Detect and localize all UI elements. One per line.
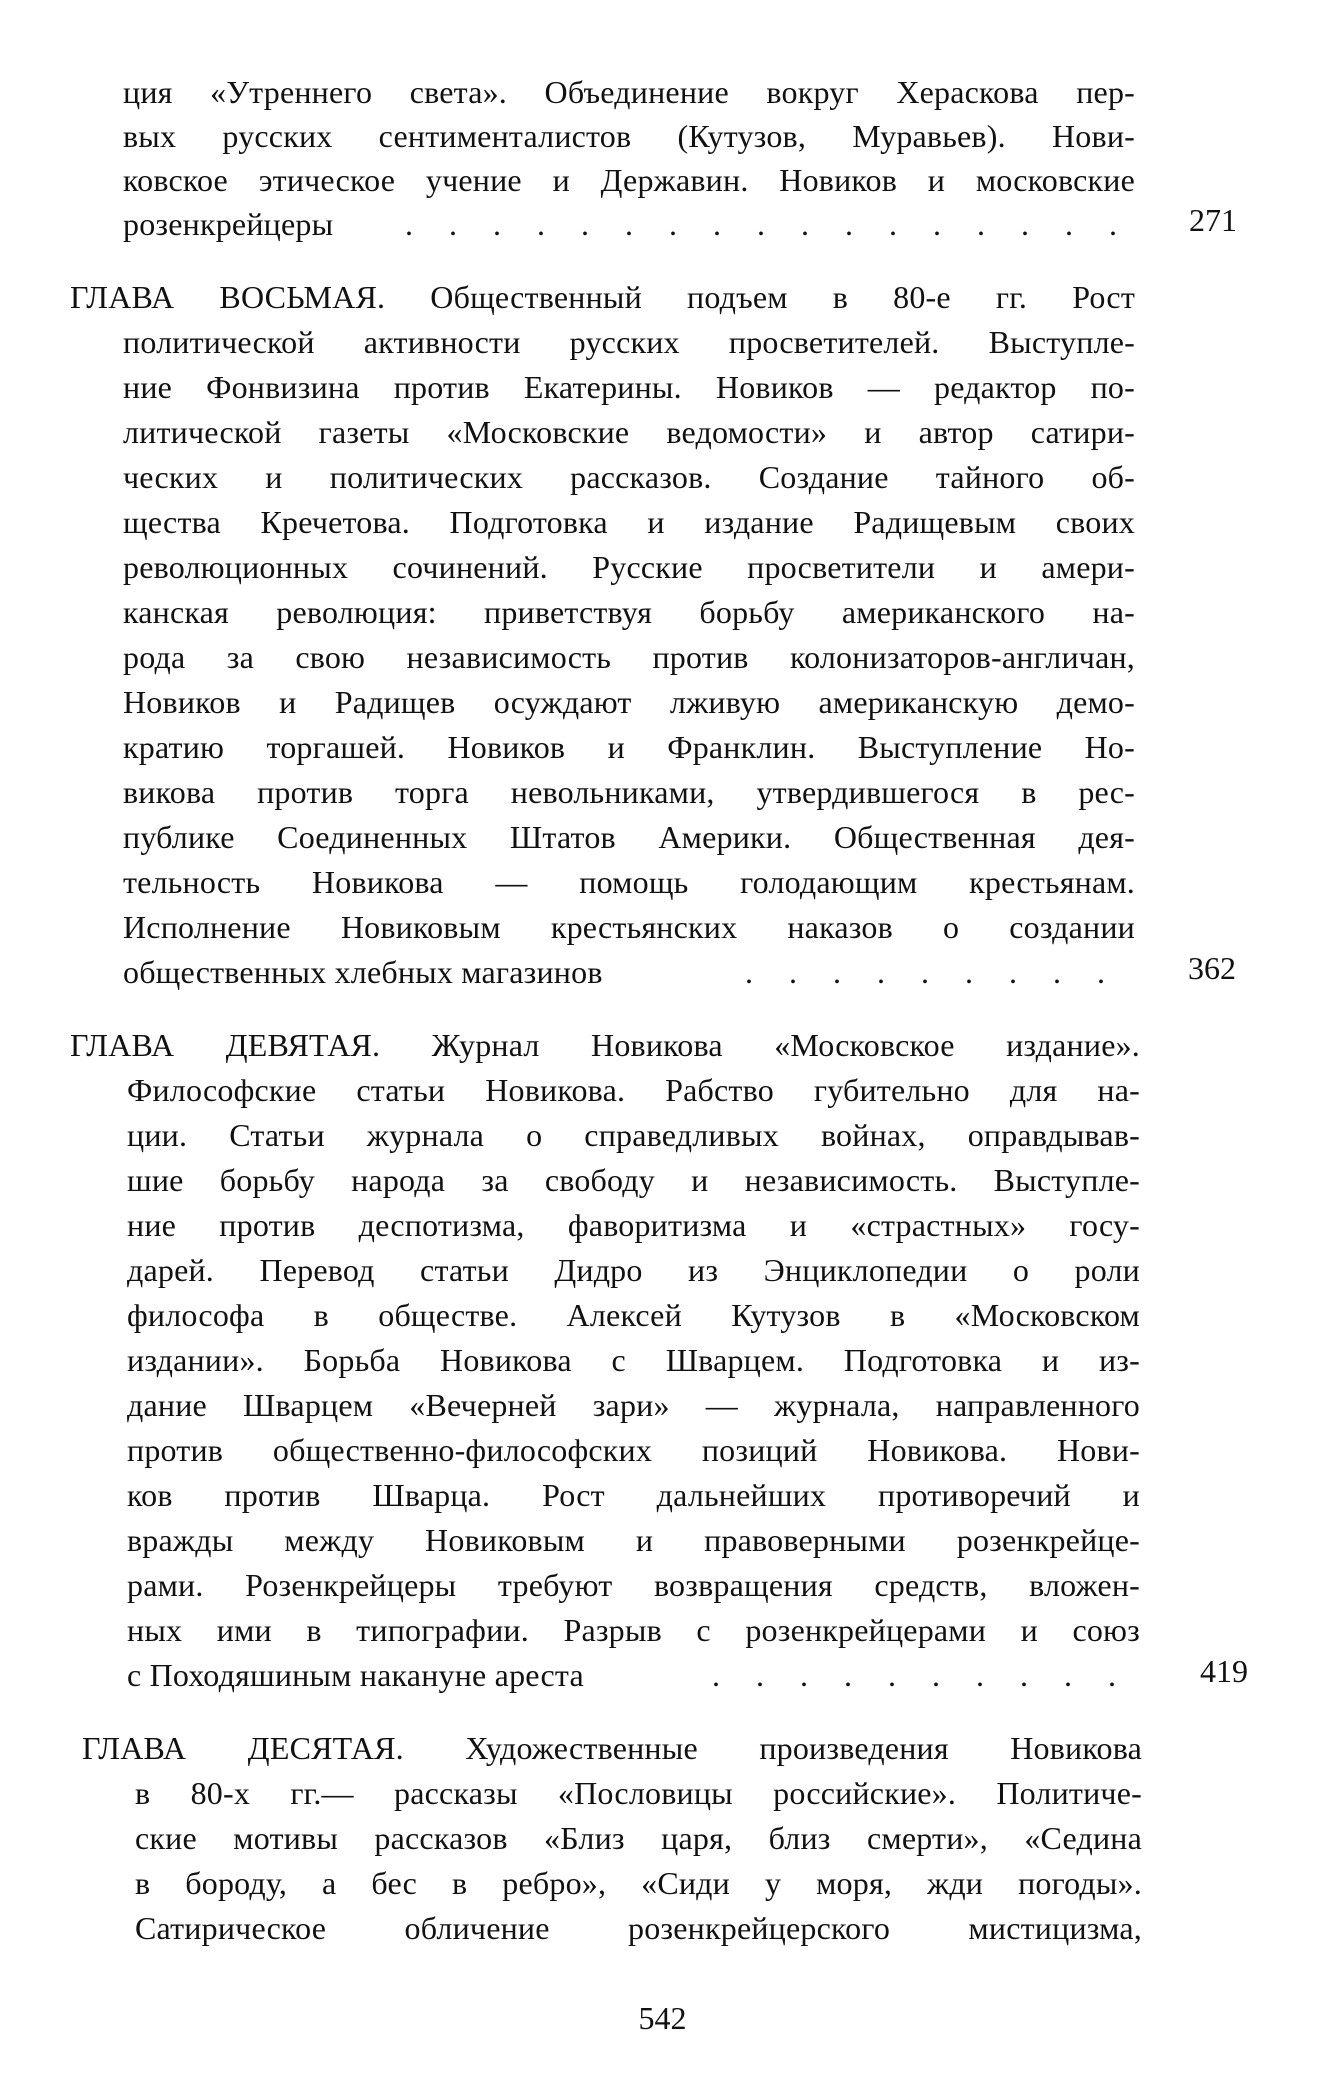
entry-line: щества Кречетова. Подготовка и издание Радищевым своих [123, 504, 1135, 540]
dot-leader: . . . . . . . . . [745, 954, 1119, 990]
entry-line: философа в обществе. Алексей Кутузов в «Московском [127, 1297, 1140, 1333]
entry-line: дание Шварцем «Вечерней зари» — журнала, направленного [127, 1387, 1140, 1423]
chapter-heading-line: ГЛАВА ДЕСЯТАЯ. Художественные произведения Новикова [82, 1730, 1142, 1766]
entry-line: в бороду, а бес в ребро», «Сиди у моря, жди погоды». [135, 1865, 1142, 1901]
entry-line: издании». Борьба Новикова с Шварцем. Подготовка и из- [127, 1342, 1140, 1378]
entry-line: ных ими в типографии. Разрыв с розенкрейцерами и союз [127, 1612, 1140, 1648]
entry-line: ция «Утреннего света». Объединение вокруг Хераскова пер- [123, 74, 1135, 110]
entry-line: публике Соединенных Штатов Америки. Общественная дея- [123, 819, 1135, 855]
entry-line: вражды между Новиковым и правоверными розенкрейце- [127, 1522, 1140, 1558]
entry-line: Сатирическое обличение розенкрейцерского мистицизма, [135, 1910, 1142, 1946]
page-number: 271 [1189, 202, 1237, 238]
entry-line: Философские статьи Новикова. Рабство губительно для на- [127, 1072, 1140, 1108]
entry-line: революционных сочинений. Русские просветители и амери- [123, 549, 1135, 585]
entry-line: общественных хлебных магазинов [123, 954, 603, 990]
entry-line: политической активности русских просветителей. Выступле- [123, 324, 1135, 360]
entry-line: ковское этическое учение и Державин. Новиков и московские [123, 162, 1135, 198]
entry-line: викова против торга невольниками, утвердившегося в рес- [123, 774, 1135, 810]
entry-line: ние Фонвизина против Екатерины. Новиков — редактор по- [123, 369, 1135, 405]
entry-line: литической газеты «Московские ведомости» и автор сатири- [123, 414, 1135, 450]
entry-line: тельность Новикова — помощь голодающим крестьянам. [123, 864, 1135, 900]
entry-line: кратию торгашей. Новиков и Франклин. Выступление Но- [123, 729, 1135, 765]
chapter-heading-line: ГЛАВА ВОСЬМАЯ. Общественный подъем в 80-е гг. Рост [70, 279, 1135, 315]
dot-leader: . . . . . . . . . . [712, 1657, 1130, 1693]
entry-line: Исполнение Новиковым крестьянских наказов о создании [123, 909, 1135, 945]
entry-line: ческих и политических рассказов. Создание тайного об- [123, 459, 1135, 495]
page-number: 362 [1188, 950, 1236, 986]
chapter-heading-line: ГЛАВА ДЕВЯТАЯ. Журнал Новикова «Московское издание». [70, 1027, 1140, 1063]
entry-line: рами. Розенкрейцеры требуют возвращения средств, вложен- [127, 1567, 1140, 1603]
folio-page-number: 542 [638, 2000, 687, 2036]
entry-line: ские мотивы рассказов «Близ царя, близ смерти», «Седина [135, 1820, 1142, 1856]
entry-line: рода за свою независимость против колонизаторов-англичан, [123, 639, 1135, 675]
entry-line: дарей. Перевод статьи Дидро из Энциклопедии о роли [127, 1252, 1140, 1288]
dot-leader: . . . . . . . . . . . . . . . . . [405, 206, 1131, 242]
entry-line: ние против деспотизма, фаворитизма и «страстных» госу- [127, 1207, 1140, 1243]
entry-line: ции. Статьи журнала о справедливых войнах, оправдывав- [127, 1117, 1140, 1153]
entry-line: против общественно-философских позиций Новикова. Нови- [127, 1432, 1140, 1468]
page-number: 419 [1200, 1653, 1248, 1689]
entry-line: с Походяшиным накануне ареста [127, 1657, 584, 1693]
entry-line: в 80-х гг.— рассказы «Пословицы российские». Политиче- [135, 1775, 1142, 1811]
entry-line: розенкрейцеры [123, 206, 334, 242]
entry-line: Новиков и Радищев осуждают лживую американскую демо- [123, 684, 1135, 720]
entry-line: вых русских сентименталистов (Кутузов, Муравьев). Нови- [123, 118, 1135, 154]
entry-line: канская революция: приветствуя борьбу американского на- [123, 594, 1135, 630]
entry-line: шие борьбу народа за свободу и независимость. Выступле- [127, 1162, 1140, 1198]
entry-line: ков против Шварца. Рост дальнейших противоречий и [127, 1477, 1140, 1513]
